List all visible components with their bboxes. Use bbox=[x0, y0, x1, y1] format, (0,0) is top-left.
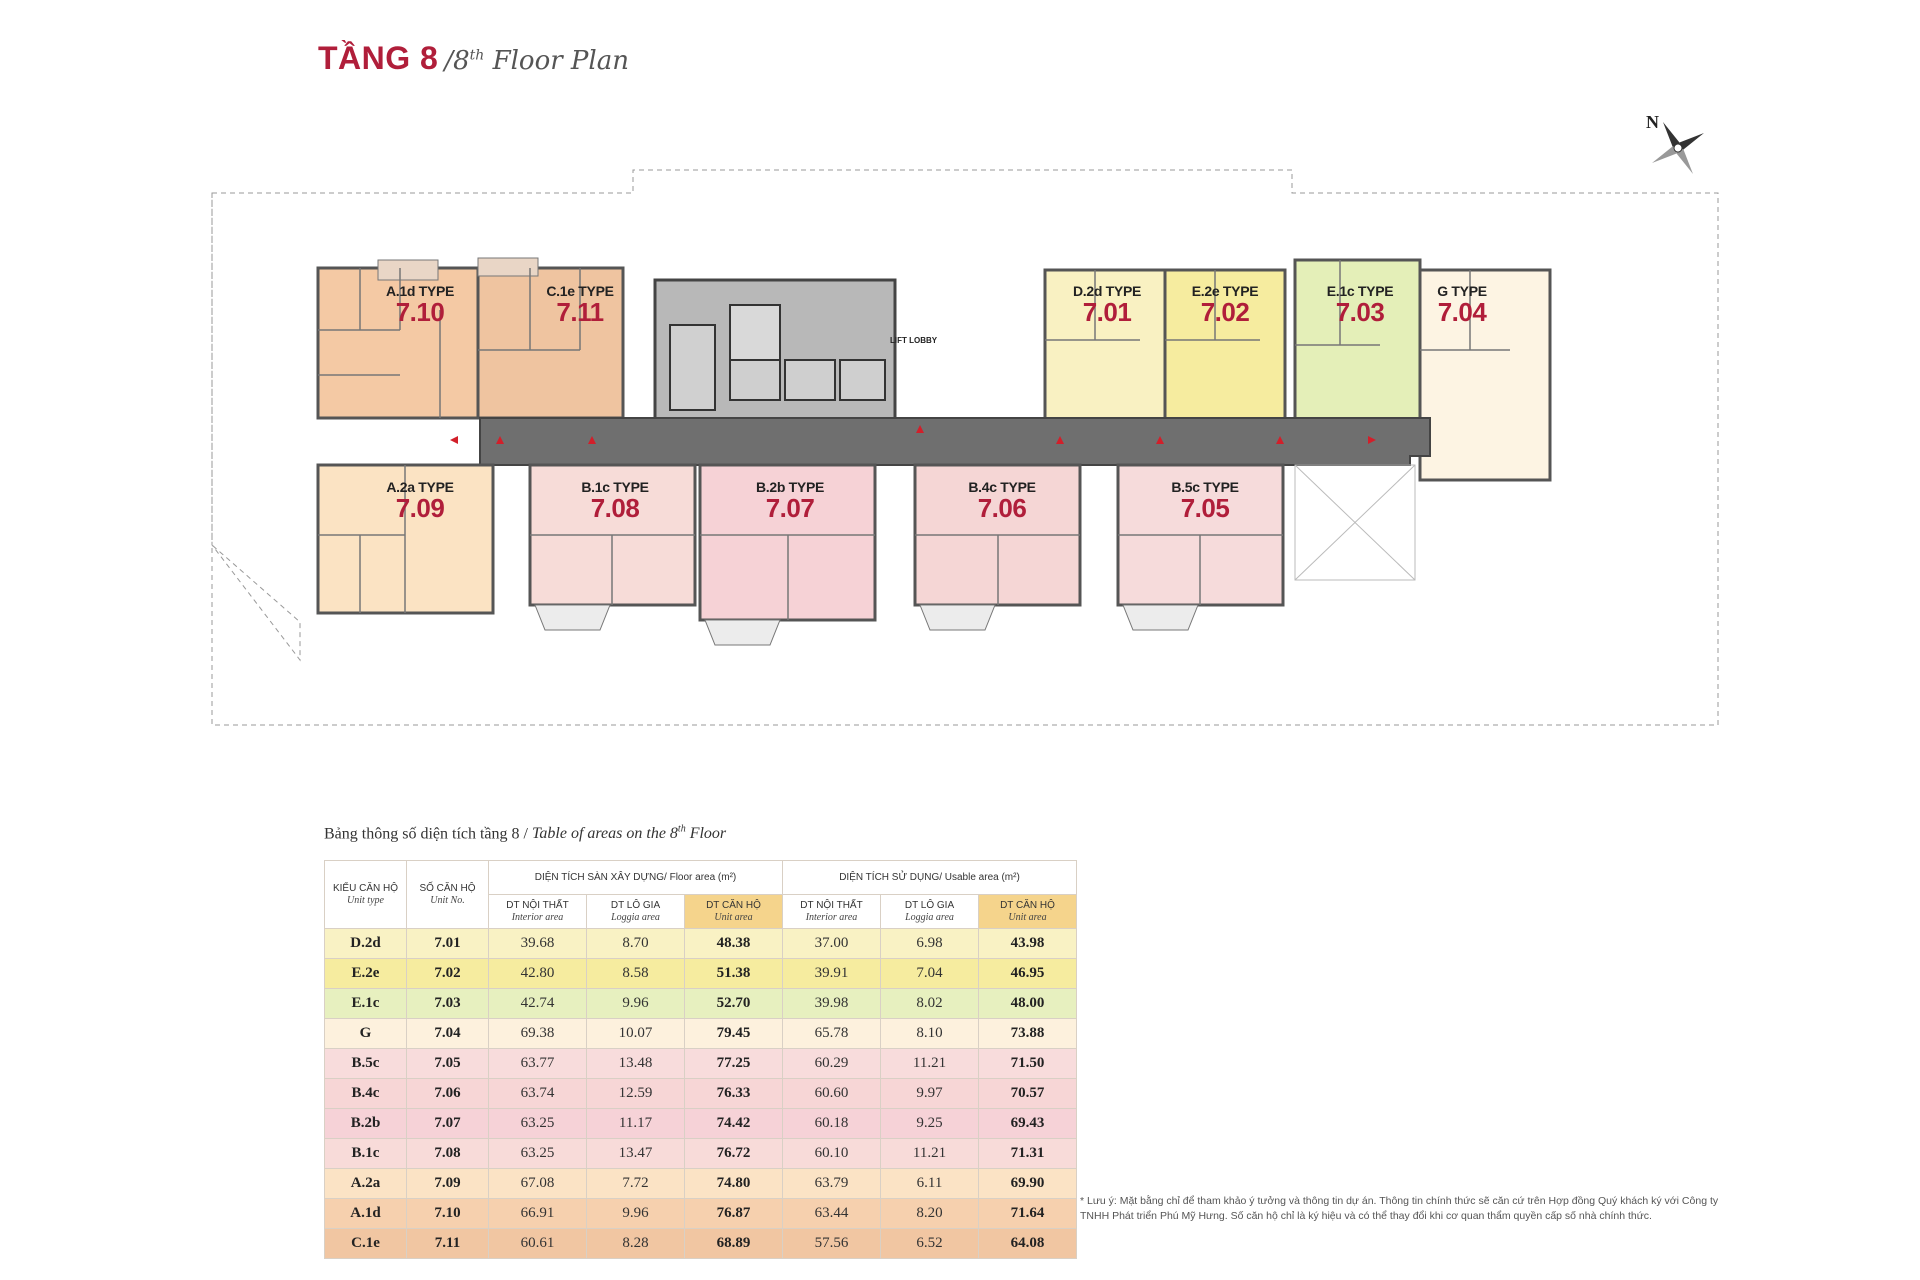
compass-north-label: N bbox=[1646, 112, 1659, 132]
cell-unit-no: 7.03 bbox=[407, 989, 489, 1019]
title-vietnamese: TẦNG 8 bbox=[318, 40, 439, 76]
header-unit-type-en: Unit type bbox=[347, 894, 384, 906]
header-label-en: Loggia area bbox=[905, 911, 954, 923]
unit-number: 7.10 bbox=[395, 297, 445, 327]
cell-floor-unit-area: 76.72 bbox=[685, 1139, 783, 1169]
cell-usable-loggia: 8.02 bbox=[881, 989, 979, 1019]
unit-label-7-04[interactable] bbox=[1422, 284, 1502, 325]
cell-floor-interior: 39.68 bbox=[489, 929, 587, 959]
unit-type-label: D.2d TYPE bbox=[1072, 283, 1142, 299]
header-label-vn: DT LÔ GIA bbox=[610, 899, 661, 911]
cell-floor-unit-area: 52.70 bbox=[685, 989, 783, 1019]
header-unit-no bbox=[407, 861, 489, 929]
cell-floor-interior: 63.25 bbox=[489, 1109, 587, 1139]
cell-usable-loggia: 11.21 bbox=[881, 1049, 979, 1079]
cell-floor-interior: 67.08 bbox=[489, 1169, 587, 1199]
unit-label-7-01[interactable] bbox=[1057, 284, 1157, 325]
unit-label-7-07[interactable] bbox=[740, 480, 840, 521]
unit-label-7-11[interactable] bbox=[530, 284, 630, 325]
cell-floor-interior: 42.80 bbox=[489, 959, 587, 989]
cell-floor-unit-area: 76.33 bbox=[685, 1079, 783, 1109]
cell-floor-loggia: 8.28 bbox=[587, 1229, 685, 1259]
unit-number: 7.09 bbox=[395, 493, 445, 523]
header-label-en: Loggia area bbox=[611, 911, 660, 923]
cell-usable-interior: 63.79 bbox=[783, 1169, 881, 1199]
cell-unit-type: G bbox=[325, 1019, 407, 1049]
unit-type-label: G TYPE bbox=[1437, 283, 1487, 299]
table-caption bbox=[324, 824, 726, 843]
table-row bbox=[325, 1139, 1077, 1169]
unit-number: 7.06 bbox=[977, 493, 1027, 523]
caption-en-sup: th bbox=[677, 824, 686, 835]
header-label-vn: DT LÔ GIA bbox=[904, 899, 955, 911]
table-row bbox=[325, 1169, 1077, 1199]
header-unit-no-vn: SỐ CĂN HỘ bbox=[419, 882, 476, 894]
cell-unit-no: 7.05 bbox=[407, 1049, 489, 1079]
unit-number: 7.01 bbox=[1082, 297, 1132, 327]
cell-usable-interior: 39.91 bbox=[783, 959, 881, 989]
unit-label-7-08[interactable] bbox=[565, 480, 665, 521]
header-usable-loggia bbox=[881, 895, 979, 929]
table-row bbox=[325, 1109, 1077, 1139]
cell-usable-interior: 60.60 bbox=[783, 1079, 881, 1109]
table-row bbox=[325, 1049, 1077, 1079]
table-row bbox=[325, 1079, 1077, 1109]
cell-floor-interior: 63.74 bbox=[489, 1079, 587, 1109]
unit-number: 7.02 bbox=[1200, 297, 1250, 327]
cell-unit-no: 7.10 bbox=[407, 1199, 489, 1229]
area-table bbox=[324, 860, 1077, 1259]
unit-type-label: B.4c TYPE bbox=[968, 479, 1036, 495]
cell-floor-loggia: 9.96 bbox=[587, 1199, 685, 1229]
cell-usable-loggia: 9.97 bbox=[881, 1079, 979, 1109]
lift-lobby-label: LIFT LOBBY bbox=[890, 336, 938, 345]
disclaimer-note: * Lưu ý: Mặt bằng chỉ để tham khảo ý tưởng và thông tin dự án. Thông tin chính thức sẽ căn cứ trên Hợp đồng Quý khách ký với Công ty TNHH Phát triển Phú Mỹ Hưng. Số căn hộ chỉ là ký hiệu và có thể thay đổi khi cơ quan thẩm quyền cấp số nhà chính thức. bbox=[1080, 1195, 1719, 1223]
cell-floor-loggia: 11.17 bbox=[587, 1109, 685, 1139]
header-label-vn: DT NỘI THẤT bbox=[506, 899, 569, 911]
header-floor-unit-area bbox=[685, 895, 783, 929]
cell-usable-interior: 39.98 bbox=[783, 989, 881, 1019]
cell-unit-type: A.1d bbox=[325, 1199, 407, 1229]
unit-type-label: C.1e TYPE bbox=[546, 283, 614, 299]
header-label-en: Interior area bbox=[511, 911, 564, 923]
header-label-en: Unit area bbox=[714, 911, 753, 923]
header-unit-type-vn: KIỂU CĂN HỘ bbox=[332, 882, 398, 894]
cell-floor-loggia: 9.96 bbox=[587, 989, 685, 1019]
unit-label-7-10[interactable] bbox=[370, 284, 470, 325]
title-en-sup: th bbox=[469, 47, 485, 64]
floor-plan bbox=[200, 160, 1720, 740]
table-row bbox=[325, 1019, 1077, 1049]
cell-floor-interior: 69.38 bbox=[489, 1019, 587, 1049]
cell-usable-unit-area: 71.50 bbox=[979, 1049, 1077, 1079]
cell-usable-interior: 60.29 bbox=[783, 1049, 881, 1079]
unit-type-label: B.2b TYPE bbox=[755, 479, 825, 495]
header-unit-type bbox=[325, 861, 407, 929]
caption-vietnamese: Bảng thông số diện tích tầng 8 / bbox=[324, 825, 532, 843]
cell-unit-type: C.1e bbox=[325, 1229, 407, 1259]
cell-unit-no: 7.11 bbox=[407, 1229, 489, 1259]
header-usable-area-group: DIỆN TÍCH SỬ DỤNG/ Usable area (m²) bbox=[783, 861, 1077, 895]
cell-floor-loggia: 8.58 bbox=[587, 959, 685, 989]
cell-floor-unit-area: 76.87 bbox=[685, 1199, 783, 1229]
cell-floor-unit-area: 79.45 bbox=[685, 1019, 783, 1049]
cell-usable-unit-area: 69.43 bbox=[979, 1109, 1077, 1139]
cell-unit-no: 7.06 bbox=[407, 1079, 489, 1109]
title-english bbox=[444, 46, 629, 76]
header-usable-interior bbox=[783, 895, 881, 929]
table-body bbox=[325, 929, 1077, 1259]
unit-type-label: E.1c TYPE bbox=[1326, 283, 1394, 299]
cell-usable-loggia: 7.04 bbox=[881, 959, 979, 989]
unit-number: 7.08 bbox=[590, 493, 640, 523]
table-row bbox=[325, 1229, 1077, 1259]
table-row bbox=[325, 929, 1077, 959]
cell-unit-no: 7.07 bbox=[407, 1109, 489, 1139]
header-label-en: Interior area bbox=[805, 911, 858, 923]
header-label-vn: DT CĂN HỘ bbox=[1000, 899, 1055, 911]
cell-floor-unit-area: 74.42 bbox=[685, 1109, 783, 1139]
unit-label-7-03[interactable] bbox=[1310, 284, 1410, 325]
cell-usable-interior: 37.00 bbox=[783, 929, 881, 959]
cell-usable-interior: 60.10 bbox=[783, 1139, 881, 1169]
page-title bbox=[318, 40, 629, 77]
cell-usable-loggia: 8.20 bbox=[881, 1199, 979, 1229]
cell-floor-unit-area: 51.38 bbox=[685, 959, 783, 989]
unit-number: 7.03 bbox=[1335, 297, 1385, 327]
cell-unit-type: E.2e bbox=[325, 959, 407, 989]
header-usable-unit-area bbox=[979, 895, 1077, 929]
unit-number: 7.05 bbox=[1180, 493, 1230, 523]
cell-unit-type: E.1c bbox=[325, 989, 407, 1019]
title-en-prefix: /8 bbox=[444, 46, 470, 76]
cell-unit-no: 7.09 bbox=[407, 1169, 489, 1199]
title-en-suffix: Floor Plan bbox=[484, 46, 629, 76]
cell-usable-interior: 65.78 bbox=[783, 1019, 881, 1049]
cell-usable-unit-area: 64.08 bbox=[979, 1229, 1077, 1259]
unit-label-7-05[interactable] bbox=[1155, 480, 1255, 521]
cell-floor-interior: 63.25 bbox=[489, 1139, 587, 1169]
cell-unit-no: 7.02 bbox=[407, 959, 489, 989]
header-unit-no-en: Unit No. bbox=[430, 894, 465, 906]
header-floor-area-group: DIỆN TÍCH SÀN XÂY DỰNG/ Floor area (m²) bbox=[489, 861, 783, 895]
caption-english bbox=[532, 825, 726, 842]
cell-floor-loggia: 13.48 bbox=[587, 1049, 685, 1079]
cell-unit-type: B.1c bbox=[325, 1139, 407, 1169]
unit-label-7-09[interactable] bbox=[370, 480, 470, 521]
cell-unit-type: B.4c bbox=[325, 1079, 407, 1109]
cell-floor-loggia: 12.59 bbox=[587, 1079, 685, 1109]
cell-floor-loggia: 8.70 bbox=[587, 929, 685, 959]
caption-en-prefix: Table of areas on the 8 bbox=[531, 825, 678, 843]
cell-floor-interior: 42.74 bbox=[489, 989, 587, 1019]
cell-floor-loggia: 7.72 bbox=[587, 1169, 685, 1199]
cell-floor-loggia: 10.07 bbox=[587, 1019, 685, 1049]
cell-unit-type: A.2a bbox=[325, 1169, 407, 1199]
cell-floor-interior: 66.91 bbox=[489, 1199, 587, 1229]
unit-type-label: B.1c TYPE bbox=[581, 479, 649, 495]
cell-floor-unit-area: 68.89 bbox=[685, 1229, 783, 1259]
cell-unit-type: D.2d bbox=[325, 929, 407, 959]
floor-plan-drawing bbox=[200, 160, 1720, 740]
cell-usable-unit-area: 48.00 bbox=[979, 989, 1077, 1019]
cell-usable-loggia: 8.10 bbox=[881, 1019, 979, 1049]
cell-usable-loggia: 11.21 bbox=[881, 1139, 979, 1169]
cell-floor-interior: 60.61 bbox=[489, 1229, 587, 1259]
header-floor-loggia bbox=[587, 895, 685, 929]
unit-number: 7.11 bbox=[556, 297, 604, 327]
cell-usable-unit-area: 43.98 bbox=[979, 929, 1077, 959]
caption-en-suffix: Floor bbox=[685, 825, 727, 843]
cell-usable-interior: 60.18 bbox=[783, 1109, 881, 1139]
unit-type-label: A.1d TYPE bbox=[385, 283, 455, 299]
cell-usable-interior: 63.44 bbox=[783, 1199, 881, 1229]
cell-usable-unit-area: 70.57 bbox=[979, 1079, 1077, 1109]
cell-unit-no: 7.08 bbox=[407, 1139, 489, 1169]
unit-number: 7.04 bbox=[1437, 297, 1487, 327]
unit-number: 7.07 bbox=[765, 493, 815, 523]
table-row bbox=[325, 959, 1077, 989]
cell-usable-unit-area: 69.90 bbox=[979, 1169, 1077, 1199]
table-row bbox=[325, 989, 1077, 1019]
cell-usable-unit-area: 73.88 bbox=[979, 1019, 1077, 1049]
cell-floor-unit-area: 48.38 bbox=[685, 929, 783, 959]
unit-type-label: E.2e TYPE bbox=[1191, 283, 1259, 299]
cell-usable-loggia: 6.11 bbox=[881, 1169, 979, 1199]
cell-floor-loggia: 13.47 bbox=[587, 1139, 685, 1169]
cell-unit-type: B.2b bbox=[325, 1109, 407, 1139]
cell-unit-no: 7.01 bbox=[407, 929, 489, 959]
cell-unit-no: 7.04 bbox=[407, 1019, 489, 1049]
table-row bbox=[325, 1199, 1077, 1229]
cell-floor-unit-area: 77.25 bbox=[685, 1049, 783, 1079]
header-floor-interior bbox=[489, 895, 587, 929]
cell-usable-loggia: 6.52 bbox=[881, 1229, 979, 1259]
cell-usable-unit-area: 71.64 bbox=[979, 1199, 1077, 1229]
cell-usable-loggia: 9.25 bbox=[881, 1109, 979, 1139]
cell-usable-unit-area: 46.95 bbox=[979, 959, 1077, 989]
header-label-vn: DT NỘI THẤT bbox=[800, 899, 863, 911]
cell-usable-unit-area: 71.31 bbox=[979, 1139, 1077, 1169]
cell-floor-unit-area: 74.80 bbox=[685, 1169, 783, 1199]
cell-usable-interior: 57.56 bbox=[783, 1229, 881, 1259]
unit-label-7-02[interactable] bbox=[1175, 284, 1275, 325]
cell-floor-interior: 63.77 bbox=[489, 1049, 587, 1079]
header-label-vn: DT CĂN HỘ bbox=[706, 899, 761, 911]
cell-unit-type: B.5c bbox=[325, 1049, 407, 1079]
unit-type-label: A.2a TYPE bbox=[386, 479, 454, 495]
cell-usable-loggia: 6.98 bbox=[881, 929, 979, 959]
header-label-en: Unit area bbox=[1008, 911, 1047, 923]
unit-label-7-06[interactable] bbox=[952, 480, 1052, 521]
unit-type-label: B.5c TYPE bbox=[1171, 479, 1239, 495]
